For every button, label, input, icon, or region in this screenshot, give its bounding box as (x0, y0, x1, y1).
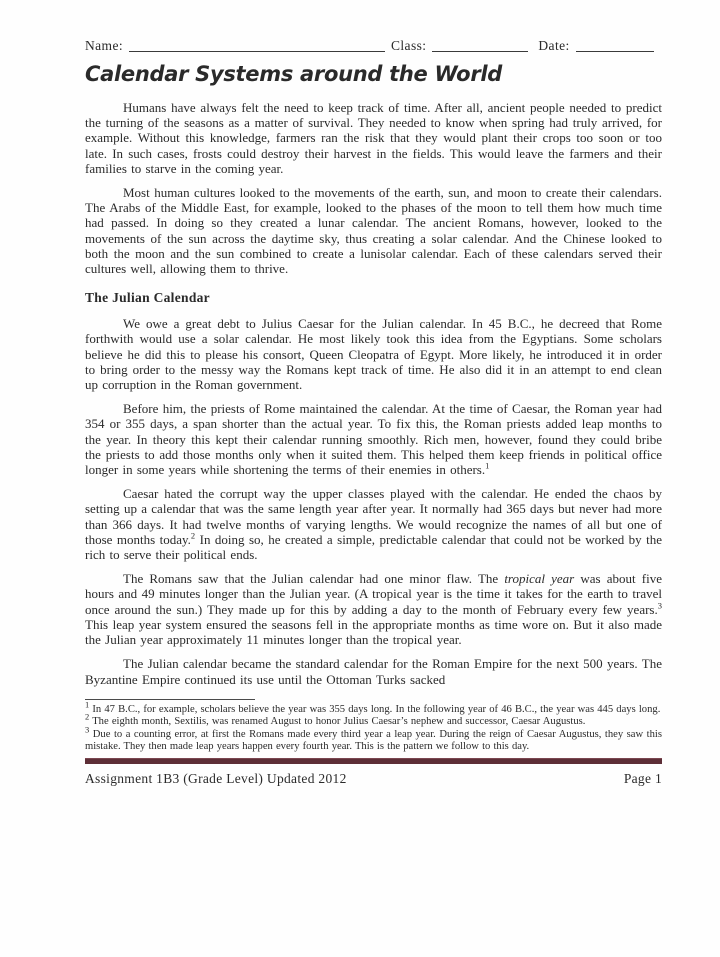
paragraph-text: The Romans saw that the Julian calendar had one minor flaw. The (123, 571, 505, 587)
footnote-text: In 47 B.C., for example, scholars believe the year was 355 days long. In the following year of 46 B.C., the year was 445 days long. (89, 703, 661, 715)
paragraph-text: We owe a great debt to Julius Caesar for the Julian calendar. In 45 B.C., he decreed that Rome forthwith would use a solar calendar. He most likely took this idea from the Egyptians. Some scholars believe he did this to please his consort, Queen Cleopatra of Egypt. More likely, he introduced it in order to bring order to the messy way the Romans kept track of time. He also did it in an attempt to end clean up corruption in the Roman government. (85, 316, 662, 393)
paragraph-text: tropical year (504, 571, 575, 587)
footnote-separator (85, 699, 255, 700)
footnote-marker: 2 (85, 711, 90, 722)
document-body (85, 100, 662, 687)
footnote-text: The eighth month, Sextilis, was renamed August to honor Julius Caesar’s nephew and successor, Caesar Augustus. (89, 716, 586, 728)
paragraph (85, 656, 662, 686)
class-label: Class: (391, 38, 427, 53)
footnotes (85, 699, 662, 754)
name-blank-line (129, 38, 385, 52)
paragraph (85, 571, 662, 647)
paragraph-text: This leap year system ensured the seasons fell in the appropriate months as time wore on. But it also made the Julian year approximately 11 minutes longer than the tropical year. (85, 616, 662, 648)
name-class-date-row (85, 38, 662, 54)
paragraph-text: was about five hours and 49 minutes longer than the Julian year. (A tropical year is the time it takes for the earth to travel once around the sun.) They made up for this by adding a day to the month of February every few years. (85, 571, 662, 617)
footer-left-text: Assignment 1B3 (Grade Level) Updated 2012 (85, 771, 347, 787)
paragraph (85, 401, 662, 477)
paragraph-text: In doing so, he created a simple, predictable calendar that could not be worked by the rich to serve their political ends. (85, 531, 662, 563)
footnote-ref: 1 (485, 460, 490, 471)
footer-page-number: Page 1 (623, 771, 662, 787)
footnote-marker: 1 (85, 699, 90, 710)
paragraph-text: The Julian calendar became the standard calendar for the Roman Empire for the next 500 years. The Byzantine Empire continued its use until the Ottoman Turks sacked (85, 656, 662, 687)
footnote-ref: 2 (190, 530, 196, 541)
section-heading: The Julian Calendar (85, 290, 210, 306)
paragraph (85, 100, 662, 176)
paragraph (85, 185, 662, 276)
paragraph-text: Most human cultures looked to the movements of the earth, sun, and moon to create their calendars. The Arabs of the Middle East, for example, looked to the phases of the moon to tell them how much time had passed. In doing so they created a lunar calendar. The ancient Romans, however, looked to the movements of the sun across the daytime sky, thus creating a solar calendar. And the Chinese looked to both the moon and the sun combined to create a lunisolar calendar. Each of these calendars served their cultures well, allowing them to thrive. (85, 185, 662, 277)
footnote-marker: 3 (85, 723, 90, 734)
footnote (85, 723, 662, 754)
document-title: Calendar Systems around the World (85, 62, 503, 86)
footnote (85, 711, 662, 728)
name-label: Name: (85, 38, 123, 53)
paragraph (85, 316, 662, 392)
footer-rule (85, 758, 662, 764)
footnote (85, 699, 662, 716)
page-footer (85, 771, 662, 787)
paragraph-text: Humans have always felt the need to keep track of time. After all, ancient people needed to predict the turning of the seasons as a matter of survival. They needed to know when spring had truly arrived, for example. Without this knowledge, farmers ran the risk that they would plant their crops too soon or too late. In such cases, frosts could destroy their harvest in the fields. This would leave the farmers and their families to starve in the coming year. (85, 100, 662, 176)
paragraph (85, 486, 662, 562)
paragraph-text: Before him, the priests of Rome maintained the calendar. At the time of Caesar, the Roman year had 354 or 355 days, a span shorter than the actual year. To fix this, the Roman priests added leap months to the year. In theory this kept their calendar running smoothly. Rich men, however, found they could bribe the priests to add those months only when it suited them. This helped them keep friends in political office longer in some years while shortening the terms of their enemies in others. (85, 401, 662, 478)
class-blank-line (432, 38, 528, 52)
footnote-ref: 3 (657, 600, 662, 611)
date-blank-line (576, 38, 654, 52)
date-label: Date: (538, 38, 570, 53)
footnote-text: Due to a counting error, at first the Romans made every third year a leap year. During the reign of Caesar Augustus, they saw this mistake. They then made leap years happen every fourth year. This is the pattern we follow to this day. (85, 728, 662, 752)
paragraph-text: Caesar hated the corrupt way the upper classes played with the calendar. He ended the chaos by setting up a calendar that was the same length year after year. It normally had 365 days but never had more than 366 days. It had twelve months of varying lengths. We would recognize the names of all but one of those months today. (85, 486, 662, 547)
